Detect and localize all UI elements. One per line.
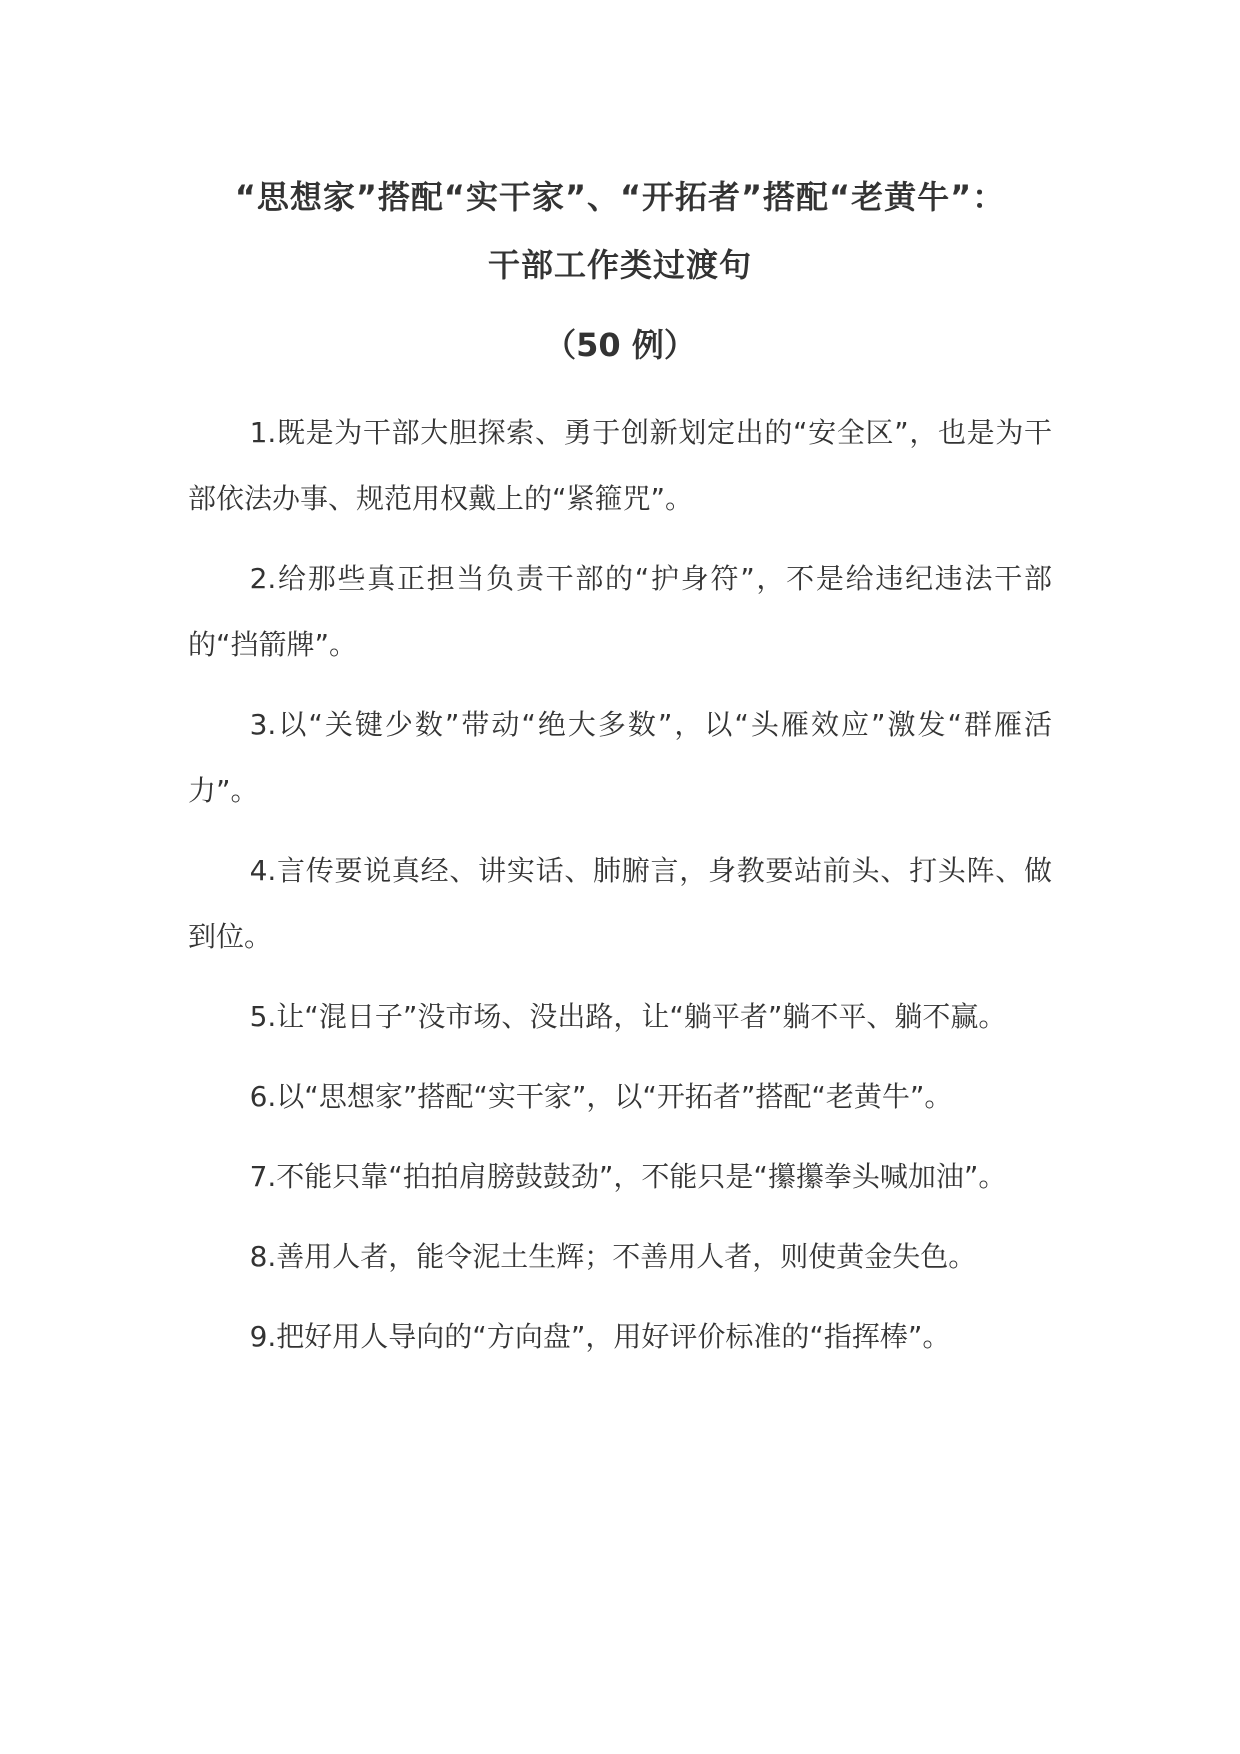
paragraph-item-9: 9.把好用人导向的“方向盘”，用好评价标准的“指挥棒”。	[249, 1320, 951, 1353]
paragraph-item-4: 4.言传要说真经、讲实话、肺腑言，身教要站前头、打头阵、做到位。	[188, 854, 1052, 953]
paragraph-item-3: 3.以“关键少数”带动“绝大多数”，以“头雁效应”激发“群雁活力”。	[188, 708, 1052, 807]
paragraph-item-2: 2.给那些真正担当负责干部的“护身符”，不是给违纪违法干部的“挡箭牌”。	[188, 562, 1052, 661]
paragraph-item-7: 7.不能只靠“拍拍肩膀鼓鼓劲”，不能只是“攥攥拳头喊加油”。	[249, 1160, 1007, 1193]
paragraph-item-5: 5.让“混日子”没市场、没出路，让“躺平者”躺不平、躺不赢。	[249, 1000, 1007, 1033]
document-title-line2: 干部工作类过渡句	[487, 246, 752, 284]
paragraph-item-1: 1.既是为干部大胆探索、勇于创新划定出的“安全区”，也是为干部依法办事、规范用权戴上的“紧箍咒”。	[188, 416, 1052, 515]
document-subtitle-count: （50 例）	[544, 326, 696, 364]
document-body	[188, 400, 1052, 1384]
document-title-line1: “思想家”搭配“实干家”、“开拓者”搭配“老黄牛”：	[234, 178, 1006, 216]
paragraph-item-6: 6.以“思想家”搭配“实干家”，以“开拓者”搭配“老黄牛”。	[249, 1080, 953, 1113]
paragraph-item-8: 8.善用人者，能令泥土生辉；不善用人者，则使黄金失色。	[249, 1240, 977, 1273]
